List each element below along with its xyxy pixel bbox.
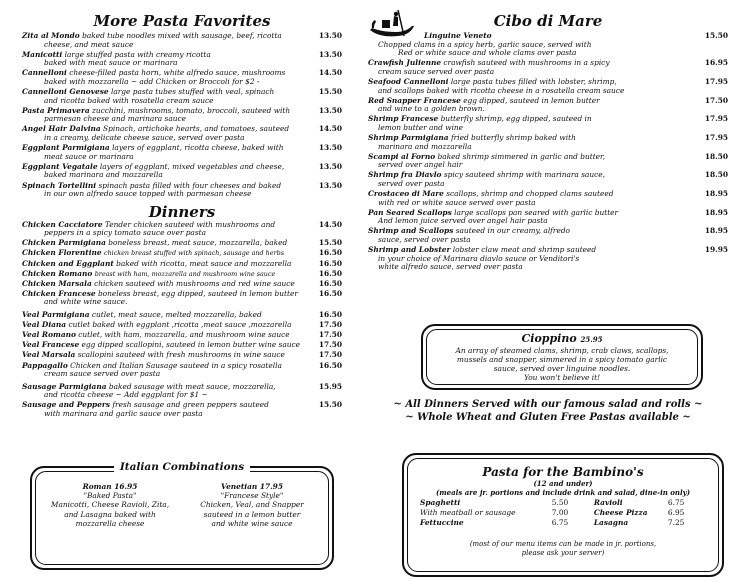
note-gluten-free: ~ Whole Wheat and Gluten Free Pastas available ~ (405, 412, 691, 423)
menu-item: 16.50 Chicken Marsala chicken sauteed with mushrooms and red wine sauce (22, 278, 342, 288)
menu-item: 13.50 Zita al Mondo baked tube noodles mixed with sausage, beef, ricotta cheese, and meat sauce (22, 31, 342, 49)
right-column (368, 12, 728, 273)
menu-item: 17.50 Veal Romano cutlet, with ham, mozzarella, and mushroom wine sauce (22, 330, 342, 340)
cioppino-description: An array of steamed clams, shrimp, crab claws, scallops, mussels and snapper, simmered in a spicy tomato garlic sauce, served over linguine noodles. You won't believe it! (455, 346, 669, 382)
menu-item: 13.50 Eggplant Vegatale layers of eggplant, mixed vegetables and cheese, baked marinara and mozzarella (22, 161, 342, 180)
menu-item: 17.95 Shrimp Francese butterfly shrimp, egg dipped, sauteed in lemon butter and wine (368, 114, 728, 132)
menu-item: 14.50 Chicken Cacciatore Tender chicken sauteed with mushrooms and peppers in a spicy tomato sauce over pasta (22, 219, 342, 238)
menu-item: 14.50 Cannelloni cheese-filled pasta horn, white alfredo sauce, mushrooms baked with mozzarella ~ add Chicken or Broccoli for $2 - (22, 68, 342, 86)
combo-venetian: Venetian 17.95 "Francese Style" Chicken, Veal, and Snapper sauteed in a lemon butter and white wine sauce (200, 482, 304, 528)
bambino-footnote: (most of our menu items can be made in jr. portions, please ask your server) (469, 540, 657, 557)
menu-item: 16.50 Veal Parmigiana cutlet, meat sauce, melted mozzarella, baked (22, 310, 342, 320)
menu-item: 13.50 Eggplant Parmigiana layers of eggplant, ricotta cheese, baked with meat sauce or marinara (22, 143, 342, 161)
bambino-age: (12 and under) (533, 479, 593, 488)
cioppino-price: 25.95 (580, 335, 603, 344)
bambino-meal-note: (meals are jr. portions and include drink and salad, dine-in only) (435, 488, 691, 497)
menu-item: 17.50 Veal Marsala scallopini sauteed with fresh mushrooms in wine sauce (22, 350, 342, 360)
menu-item: 15.50 Chicken Parmigiana boneless breast, meat sauce, mozzarella, baked (22, 238, 342, 248)
menu-item: 17.95 Shrimp Parmigiana fried butterfly shrimp baked with marinara and mozzarella (368, 133, 728, 151)
menu-item: 18.50 Scampi al Forno baked shrimp simmered in garlic and butter, served over angel hair (368, 151, 728, 170)
combos-title: Italian Combinations (114, 461, 250, 473)
menu-item: 17.95 Seafood Cannelloni large pasta tubes filled with lobster, shrimp, and scallops baked with ricotta cheese in a rosatella cream sauce (368, 76, 728, 95)
dinners-title: Dinners (148, 202, 216, 221)
menu-item: 14.50 Angel Hair Dalvina Spinach, artichoke hearts, and tomatoes, sauteed in a creamy, delicate cheese sauce, served over pasta (22, 124, 342, 143)
dinner-notes (368, 398, 728, 424)
menu-item: 18.95 Pan Seared Scallops large scallops pan seared with garlic butter And lemon juice served over angel hair pasta (368, 207, 728, 226)
menu-item: 15.50 Sausage and Peppers fresh sausage and green peppers sauteed with marinara and garlic sauce over pasta (22, 400, 342, 418)
menu-item: 18.95 Crostaceo di Mare scallops, shrimp and chopped clams sauteed with red or white sauce served over pasta (368, 189, 728, 207)
table-row: With meatball or sausage 7.00 Cheese Pizza 6.95 (420, 508, 685, 517)
menu-item: 13.50 Pasta Primavera zucchini, mushrooms, tomato, broccoli, sauteed with parmesan cheese and marinara sauce (22, 105, 342, 124)
more-pasta-title: More Pasta Favorites (93, 12, 271, 30)
cioppino-title: Cioppino (521, 332, 577, 345)
table-row: Spaghetti 5.50 Ravioli 6.75 (420, 498, 685, 507)
menu-item: 16.50 Chicken Francese boneless breast, egg dipped, sauteed in lemon butter and white wine sauce. (22, 288, 342, 307)
menu-item: 16.50 Chicken and Eggplant baked with ricotta, meat sauce and mozzarella (22, 258, 342, 268)
menu-item: 16.50 Chicken Romano breast with ham, mozzarella and mushroom wine sauce (22, 268, 342, 278)
seafood-list (368, 32, 728, 272)
bambino-box (402, 453, 724, 577)
menu-item: 17.50 Veal Francese egg dipped scallopini, sauteed in lemon butter wine sauce (22, 340, 342, 350)
table-row: Fettuccine 6.75 Lasagna 7.25 (420, 518, 685, 527)
note-salad-rolls: ~ All Dinners Served with our famous salad and rolls ~ (393, 399, 703, 410)
menu-item: 18.95 Shrimp and Scallops sauteed in our creamy, alfredo sauce, served over pasta (368, 226, 728, 245)
bambino-title: Pasta for the Bambino's (482, 465, 644, 479)
menu-item: 13.50 Manicotti large stuffed pasta with creamy ricotta baked with meat sauce or marinara (22, 49, 342, 68)
menu-item: 15.50 Cannelloni Genovese large pasta tubes stuffed with veal, spinach and ricotta baked with rosatella cream sauce (22, 87, 342, 105)
more-pasta-list (22, 32, 342, 199)
menu-item: 19.95 Shrimp and Lobster lobster claw meat and shrimp sauteed in your choice of Marinara diavlo sauce or Venditori's white alfredo sauce, served over pasta (368, 245, 728, 272)
cibo-di-mare-title: Cibo di Mare (493, 12, 603, 30)
bambino-table (420, 498, 710, 528)
dinners-list (22, 221, 342, 419)
menu-item: 16.95 Crawfish Julienne crawfish sauteed with mushrooms in a spicy cream sauce served over pasta (368, 58, 728, 76)
menu-item: 17.50 Veal Diana cutlet baked with eggplant ,ricotta ,meat sauce ,mozzarella (22, 320, 342, 330)
menu-item: 16.50 Pappagallo Chicken and Italian Sausage sauteed in a spicy rosatella cream sauce served over pasta (22, 360, 342, 379)
italian-combinations-box (30, 461, 334, 570)
menu-item: 16.50 Chicken Florentine chicken breast stuffed with spinach, sausage and herbs (22, 248, 342, 258)
cioppino-box (421, 324, 703, 390)
left-column (22, 12, 342, 420)
menu-item: 15.50 Linguine Veneto Chopped clams in a spicy herb, garlic sauce, served with Red or white sauce and whole clams over pasta (378, 31, 728, 58)
menu-item: 17.50 Red Snapper Francese egg dipped, sauteed in lemon butter and wine to a golden brown. (368, 95, 728, 114)
combo-roman: Roman 16.95 "Baked Pasta" Manicotti, Cheese Ravioli, Zita, and Lasagna baked with mozzarella cheese (50, 482, 170, 528)
menu-item: 18.50 Shrimp fra Diavlo spicy sauteed shrimp with marinara sauce, served over pasta (368, 170, 728, 188)
menu-item: 13.50 Spinach Tortellini spinach pasta filled with four cheeses and baked in our own alfredo sauce topped with parmesan cheese (22, 180, 342, 199)
menu-item: 15.95 Sausage Parmigiana baked sausage with meat sauce, mozzarella, and ricotta cheese ~ Add eggplant for $1 ~ (22, 381, 342, 400)
